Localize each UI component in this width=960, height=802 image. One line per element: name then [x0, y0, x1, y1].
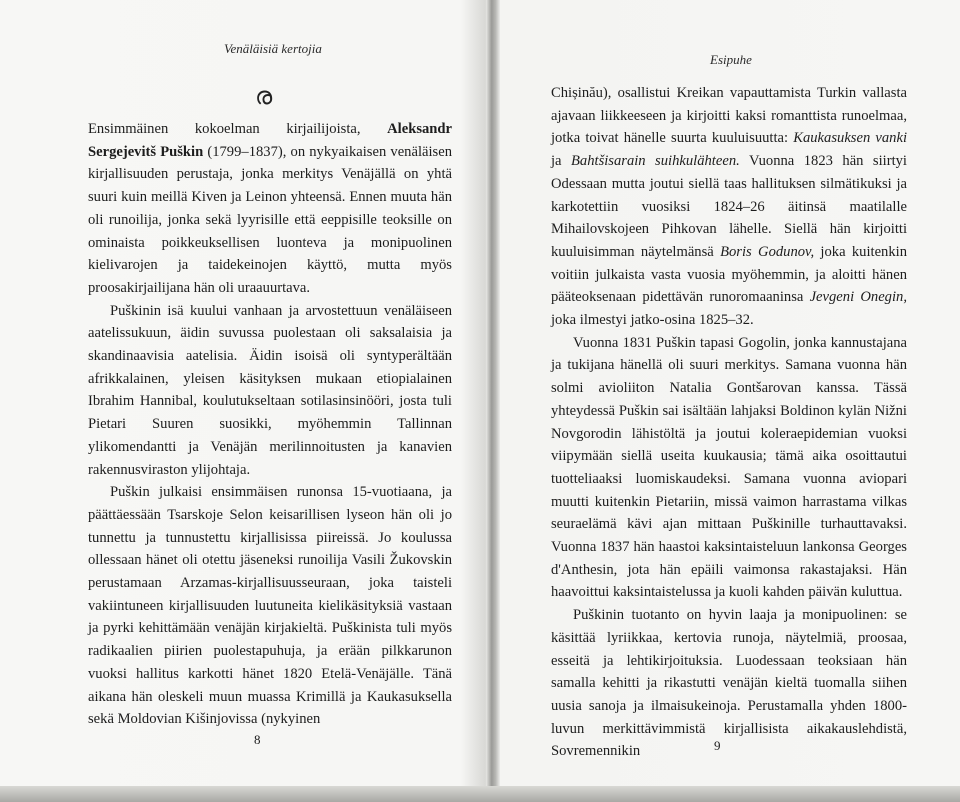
left-paragraph-3: Puškin julkaisi ensimmäisen runonsa 15-vuotiaana, ja päättäessään Tsarskoje Selon keisarillisen lyseon hän oli jo tunnettu ja tunnustettu kirjallisissa piireissä. Jo koulussa ollessaan hänet oli otettu jäseneksi runoilija Vasili Žukovskin perustamaan Arzamas-kirjallisuusseuraan, joka taisteli vakiintuneen kirjallisuuden luutuneita kielikäsityksiä vastaan ja pyrki kehittämään venäjän kirjakieltä. Puškinista tuli myös radikaalien piirien puolestapuhuja, ja erään pilkkarunon vuoksi hallitus karkotti hänet 1820 Etelä-Venäjälle. Tänä aikana hän oleskeli muun muassa Krimillä ja Kaukasuksella sekä Moldovian Kišinjovissa (nykyinen	[88, 484, 452, 728]
paragraph-text: Vuonna 1831 Puškin tapasi Gogolin, jonka kannustajana ja tukijana hänellä oli suuri merkitys. Samana vuonna hän solmi avioliiton Natalia Gontšarovan kanssa. Tässä yhteydessä Puškin sai isältään lahjaksi Boldinon kylän Nižni Novgorodin lähistöltä ja joutui koleraepidemian vuoksi viipymään siellä useita kuukausia; tämä aika osoittautui tuotteliaaksi luomiskaudeksi. Samana vuonna aviopari muutti kuitenkin Pietariin, missä vaimon harrastama vilkas seuraelämä kävi ajan mittaan Puškinille turhauttavaksi. Vuonna 1837 hän haastoi kaksintaisteluun lankonsa Georges d'Anthesin, jota hän epäili vaimonsa rakastajaksi. Hän haavoittui kaksintaistelussa ja kuoli kahden päivän kuluttua.	[551, 334, 907, 601]
right-body-text	[551, 82, 907, 763]
right-page	[497, 0, 960, 802]
paragraph-text: Ensimmäinen kokoelman kirjailijoista,	[88, 121, 388, 137]
right-running-head: Esipuhe	[710, 52, 752, 67]
italic-title: Boris Godunov,	[720, 243, 815, 260]
italic-title: Jevgeni Onegin,	[809, 289, 907, 306]
left-paragraph-1	[88, 118, 452, 300]
paragraph-text: Chișinău), osallistui Kreikan vapauttamista Turkin vallasta ajavaan liikkeeseen ja kirjoitti kaksi romanttista runoelmaa, jotka toivat hänelle suurta kuuluisuutta:	[551, 85, 907, 147]
paragraph-text: Puškinin tuotanto on hyvin laaja ja monipuolinen: se käsittää lyriikkaa, kertovia runoja, näytelmiä, proosaa, esseitä ja lehtikirjoituksia. Luodessaan teoksiaan hän samalla kehitti ja rikastutti venäjän kieltä tuomalla siihen uusia sanoja ja ilmaisukeinoja. Perustamalla yhden 1800-luvun merkittävimmistä kirjallisista aikakauslehdistä, Sovremennikin	[551, 607, 907, 760]
paragraph-text: joka kuitenkin voitiin julkaista vasta vuosia myöhemmin, ja aloitti hänen pääteoksenaan pidettävän runoromaaninsa	[551, 243, 907, 306]
right-page-number: 9	[714, 738, 721, 753]
paragraph-text: ja	[551, 153, 571, 170]
left-body-text	[88, 118, 452, 731]
left-page-number: 8	[254, 732, 261, 747]
paragraph-text: (1799–1837), on nykyaikaisen venäläisen kirjallisuuden perustaja, jonka merkitys Venäjällä on yhtä suuri kuin meillä Kiven ja Leinon yhteensä. Ennen muuta hän oli runoilija, jonka sekä lyyrisille että eeppisille teoksille on ominaista poikkeuksellisen luonteva ja monipuolinen kielivarojen ja taidekeinojen käyttö, mutta myös proosakirjailijana hän oli uraauurtava.	[88, 143, 452, 296]
italic-title: Bahtšisarain suihkulähteen.	[571, 153, 740, 170]
ornament-icon: ര	[255, 84, 273, 110]
paragraph-text: Vuonna 1823 hän siirtyi Odessaan mutta joutui siellä taas hallituksen silmätikuksi ja karkotettiin vuosiksi 1824–26 äitinsä maatilalle Mihailovskojeen Pihkovan lähelle. Siellä hän kirjoitti kuuluisimman näytelmänsä	[551, 153, 907, 260]
author-name: Aleksandr Sergejevitš Puškin	[88, 121, 452, 160]
italic-title: Kaukasuksen vanki	[793, 130, 908, 147]
right-paragraph-1	[551, 82, 907, 332]
left-paragraph-2: Puškinin isä kuului vanhaan ja arvostettuun venäläiseen aatelissukuun, äidin suvussa puolestaan oli saksalaisia ja skandinaavisia aatelisia. Äidin isoisä oli syntyperältään afrikkalainen, yleisen käsityksen mukaan etiopialainen Ibrahim Hannibal, koulutukseltaan sotilasinsinööri, josta tuli Pietari Suuren suosikki, myöhemmin Tallinnan ylikomendantti ja Venäjän merilinnoitusten ja kanavien rakennusviraston ylijohtaja.	[88, 302, 452, 478]
right-paragraph-2	[551, 332, 907, 604]
right-paragraph-3	[551, 604, 907, 763]
left-running-head: Venäläisiä kertojia	[224, 41, 322, 56]
page-bottom-edge	[0, 786, 960, 802]
paragraph-text: joka ilmestyi jatko-osina 1825–32.	[551, 312, 754, 329]
